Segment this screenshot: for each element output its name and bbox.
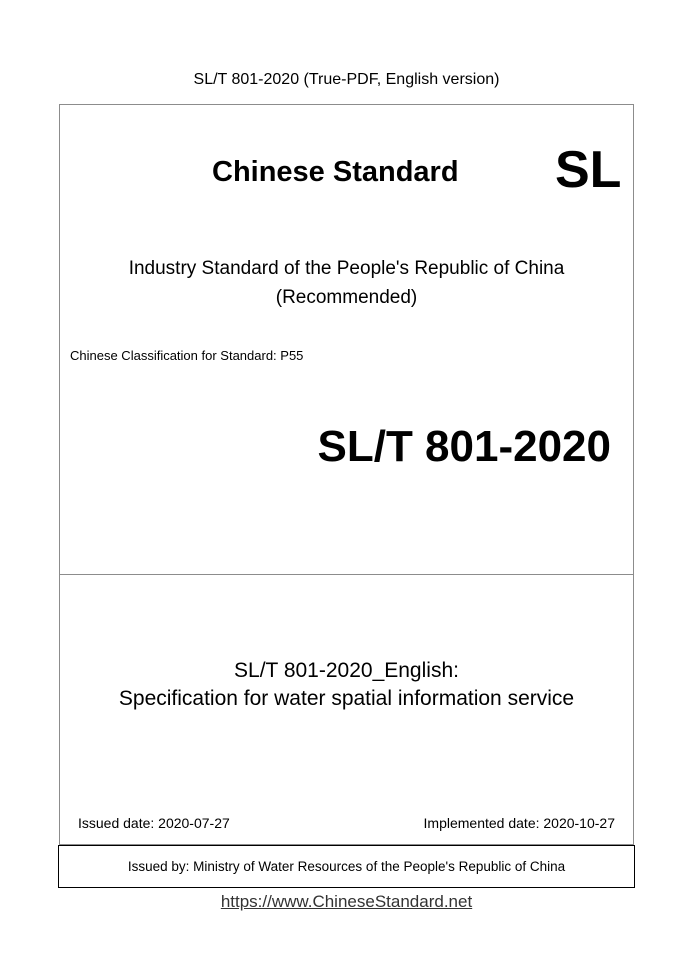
recommended-label: (Recommended): [275, 287, 418, 308]
cover-divider: [59, 574, 634, 575]
website-link[interactable]: https://www.ChineseStandard.net: [220, 892, 473, 911]
document-title-code: SL/T 801-2020_English:: [234, 659, 459, 682]
standard-number: SL/T 801-2020: [317, 422, 611, 471]
issued-date: Issued date: 2020-07-27: [78, 815, 230, 831]
implemented-date: Implemented date: 2020-10-27: [423, 815, 615, 831]
brand-mark: SL: [555, 141, 622, 199]
classification-label: Chinese Classification for Standard: P55: [70, 348, 304, 363]
document-header: SL/T 801-2020 (True-PDF, English version): [193, 71, 500, 88]
cover-frame: [59, 104, 634, 845]
industry-standard-line: Industry Standard of the People's Republic of China: [128, 258, 565, 279]
brand-title: Chinese Standard: [212, 156, 459, 188]
issuer-box: [58, 845, 635, 888]
document-title: Specification for water spatial information service: [118, 687, 575, 710]
issuer-text: Issued by: Ministry of Water Resources of the People's Republic of China: [127, 859, 566, 874]
